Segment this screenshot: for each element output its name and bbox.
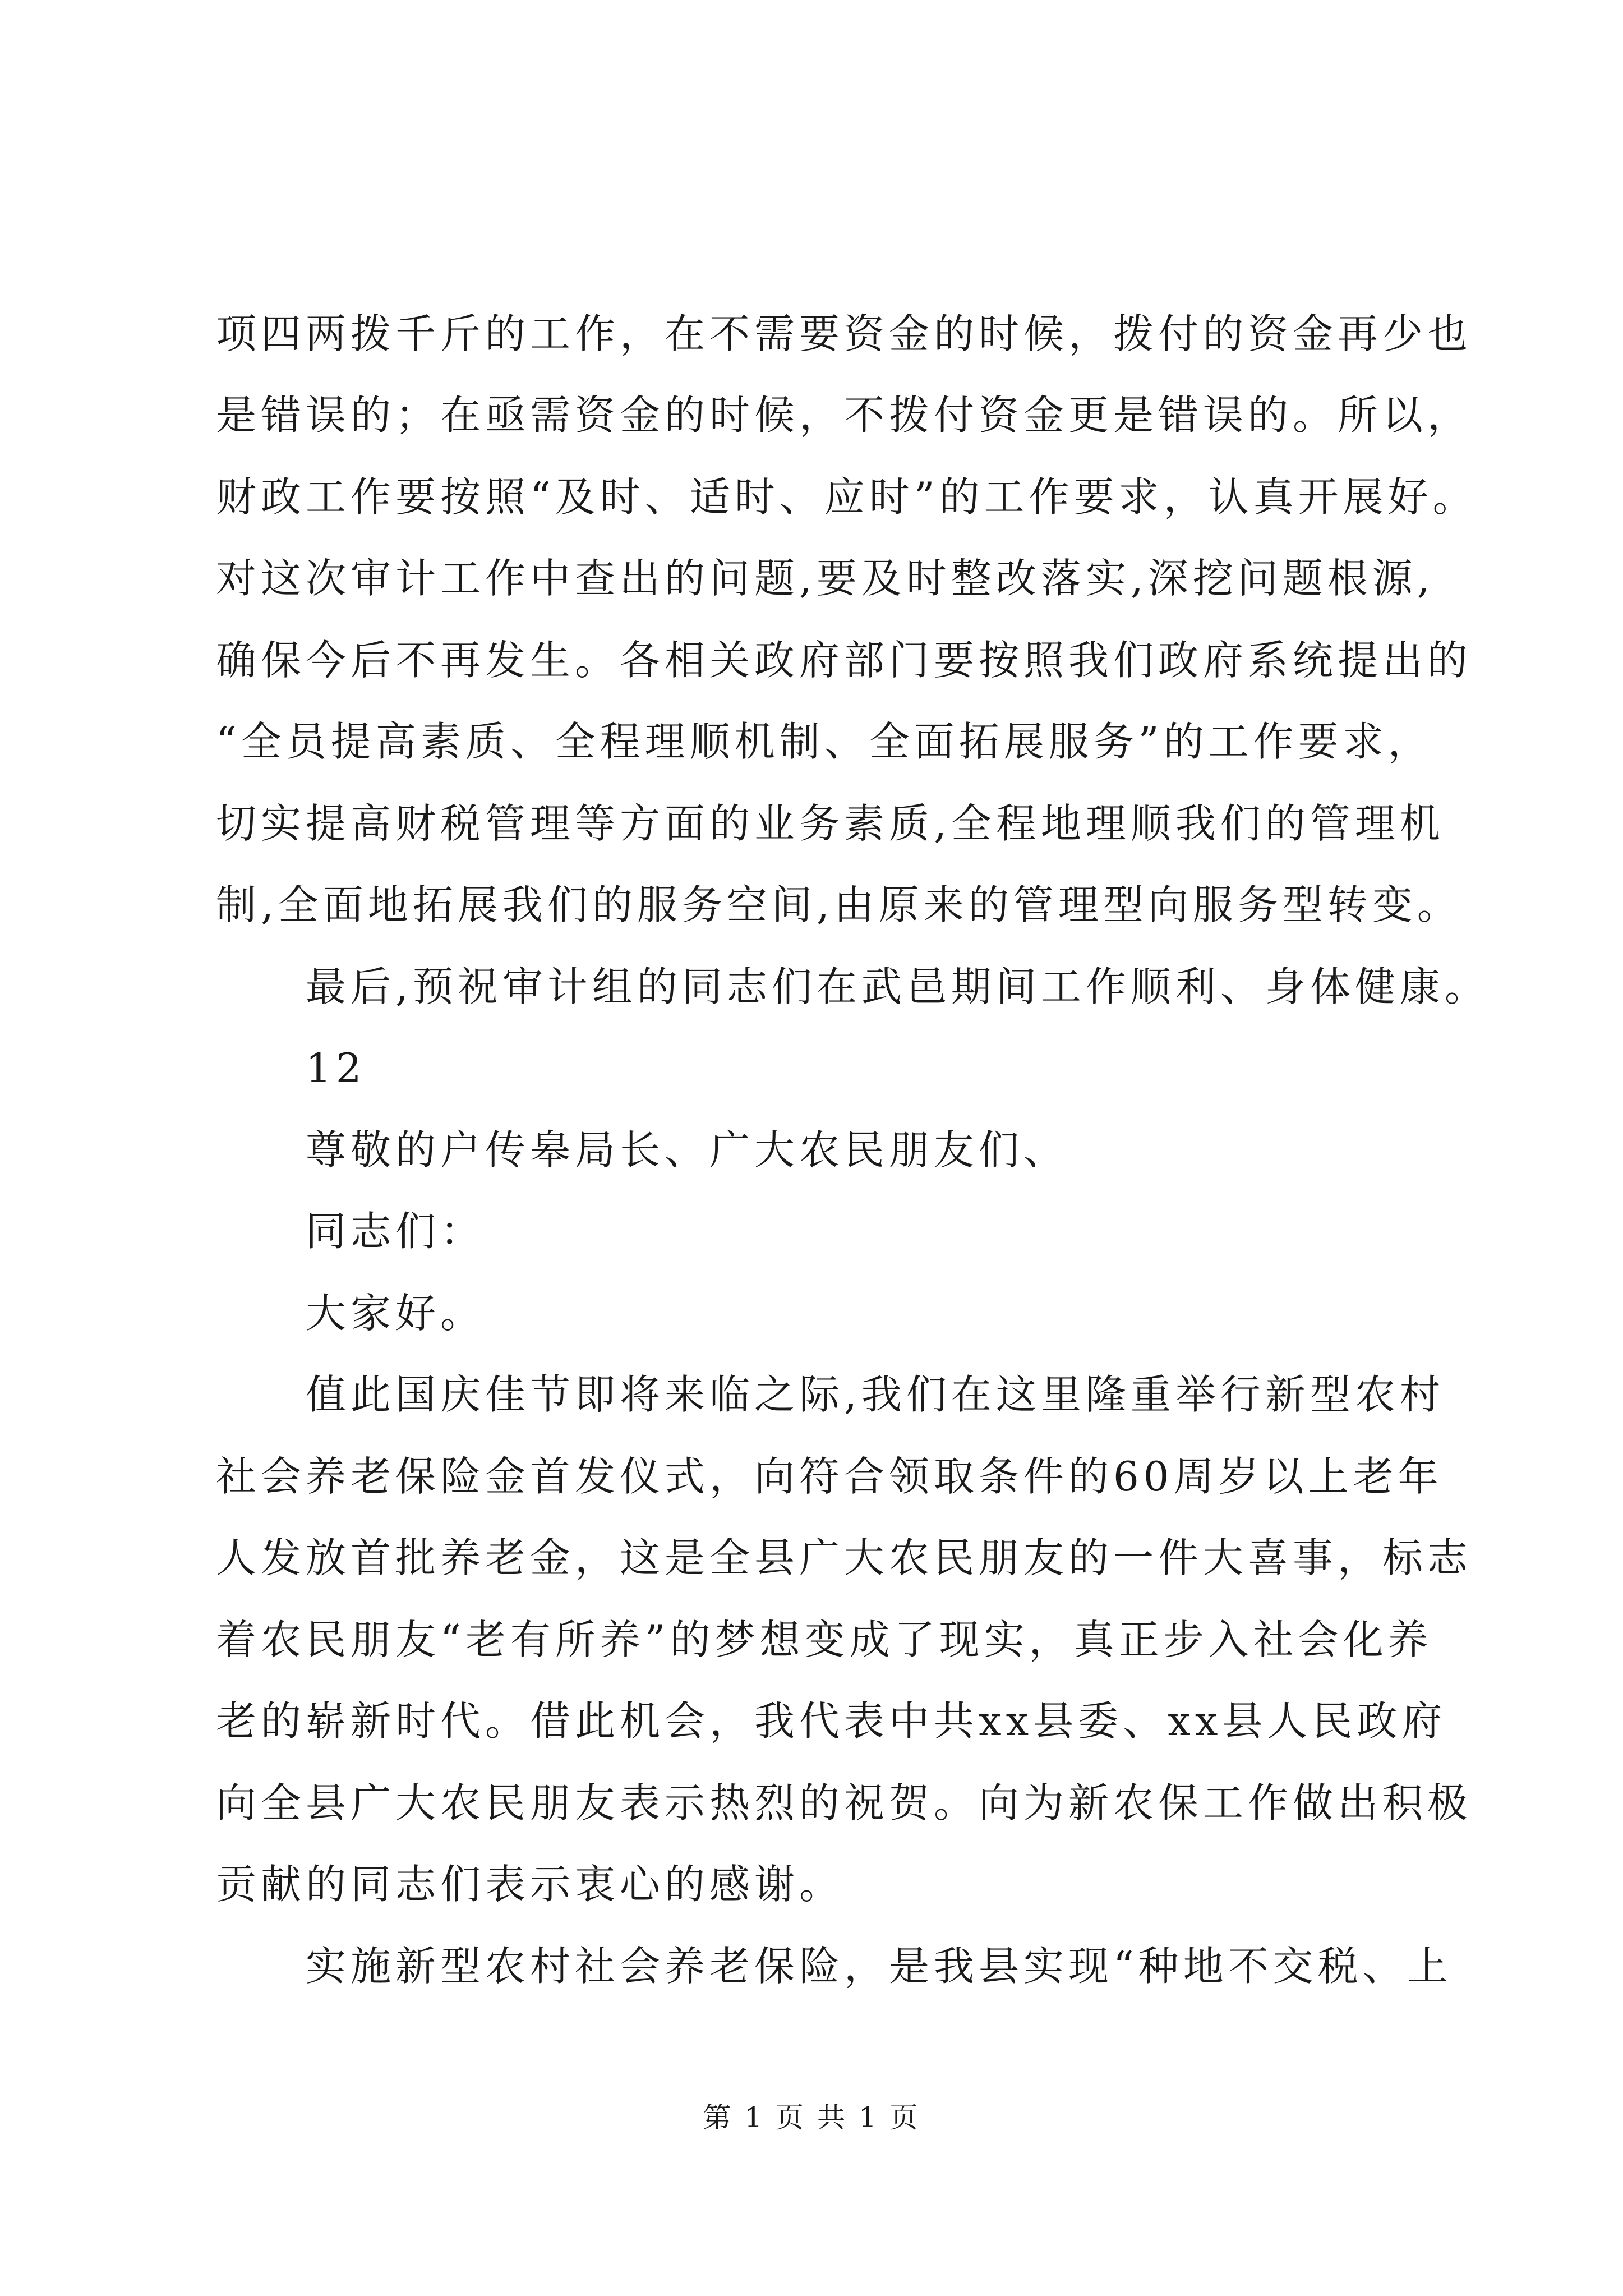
- paragraph-line: “全员提高素质、全程理顺机制、全面拓展服务”的工作要求，: [216, 718, 1433, 765]
- paragraph-line: 贡献的同志们表示衷心的感谢。: [216, 1861, 845, 1908]
- section-number: 12: [306, 1045, 366, 1092]
- paragraph-line: 着农民朋友“老有所养”的梦想变成了现实，真正步入社会化养: [216, 1616, 1433, 1663]
- paragraph-line: 实施新型农村社会养老保险，是我县实现“种地不交税、上: [306, 1943, 1453, 1990]
- paragraph-line: 切实提高财税管理等方面的业务素质,全程地理顺我们的管理机: [216, 800, 1445, 847]
- paragraph-line: 是错误的；在亟需资金的时候，不拨付资金更是错误的。所以，: [216, 392, 1473, 439]
- paragraph-line: 项四两拨千斤的工作，在不需要资金的时候，拨付的资金再少也: [216, 310, 1473, 357]
- greeting-line: 大家好。: [306, 1290, 486, 1337]
- paragraph-line: 对这次审计工作中查出的问题,要及时整改落实,深挖问题根源,: [216, 555, 1435, 602]
- paragraph-line: 最后,预祝审计组的同志们在武邑期间工作顺利、身体健康。: [306, 963, 1490, 1010]
- page-footer: 第 1 页 共 1 页: [703, 2101, 920, 2134]
- paragraph-line: 确保今后不再发生。各相关政府部门要按照我们政府系统提出的: [216, 637, 1473, 684]
- paragraph-line: 财政工作要按照“及时、适时、应时”的工作要求，认真开展好。: [216, 473, 1478, 521]
- paragraph-line: 制,全面地拓展我们的服务空间,由原来的管理型向服务型转变。: [216, 881, 1462, 928]
- paragraph-line: 老的崭新时代。借此机会，我代表中共xx县委、xx县人民政府: [216, 1697, 1447, 1745]
- paragraph-line: 向全县广大农民朋友表示热烈的祝贺。向为新农保工作做出积极: [216, 1779, 1473, 1826]
- salutation-line: 尊敬的户传皋局长、广大农民朋友们、: [306, 1126, 1069, 1174]
- paragraph-line: 人发放首批养老金，这是全县广大农民朋友的一件大喜事，标志: [216, 1534, 1473, 1581]
- paragraph-line: 值此国庆佳节即将来临之际,我们在这里隆重举行新型农村: [306, 1371, 1445, 1418]
- paragraph-line: 社会养老保险金首发仪式，向符合领取条件的60周岁以上老年: [216, 1453, 1443, 1500]
- salutation-line: 同志们：: [306, 1208, 486, 1255]
